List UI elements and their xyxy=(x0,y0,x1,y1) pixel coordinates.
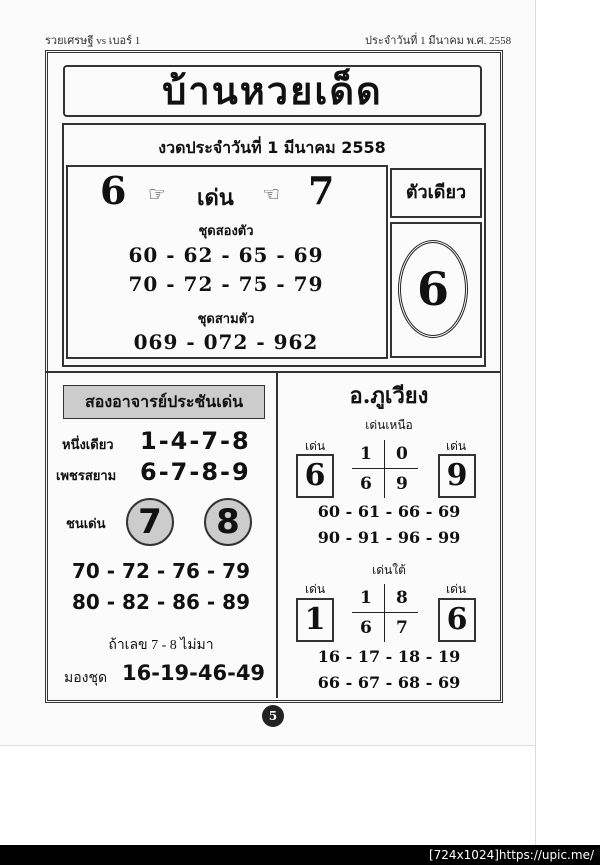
grid-line-v xyxy=(384,584,385,642)
divider-horizontal xyxy=(45,371,500,373)
side-label: เด่น xyxy=(305,439,326,453)
south-right-digit: 6 xyxy=(438,598,476,642)
grid-line-h xyxy=(352,468,418,469)
three-digit-row: 069 - 072 - 962 xyxy=(133,330,319,354)
north-row: 90 - 91 - 96 - 99 xyxy=(317,528,461,547)
side-label: เด่น xyxy=(305,582,326,596)
three-digit-label: ชุดสามตัว xyxy=(197,312,255,327)
pair-row: 80 - 82 - 86 - 89 xyxy=(71,590,250,614)
grid-digit: 7 xyxy=(396,618,408,638)
pointing-right-icon: ☞ xyxy=(148,182,166,206)
two-digit-row: 60 - 62 - 65 - 69 xyxy=(128,243,324,267)
scan-bottom xyxy=(0,745,535,846)
single-digit: 6 xyxy=(398,240,468,338)
right-panel-title: อ.ภูเวียง xyxy=(349,383,429,409)
two-digit-row: 70 - 72 - 75 - 79 xyxy=(128,272,324,296)
page-number: 5 xyxy=(262,705,284,727)
chon-digit: 8 xyxy=(204,498,252,546)
footer-bar xyxy=(0,845,600,865)
pointing-left-icon: ☞ xyxy=(262,182,280,206)
mong-label: มองชุด xyxy=(64,671,108,686)
grid-digit: 8 xyxy=(396,588,408,608)
grid-digit: 1 xyxy=(360,444,372,464)
grid-digit: 1 xyxy=(360,588,372,608)
grid-digit: 9 xyxy=(396,474,408,494)
row-value: 1-4-7-8 xyxy=(140,427,251,455)
header-right: ประจำวันที่ 1 มีนาคม พ.ศ. 2558 xyxy=(365,35,512,47)
scan-margin xyxy=(535,0,600,845)
grid-digit: 6 xyxy=(360,618,372,638)
north-row: 60 - 61 - 66 - 69 xyxy=(317,502,461,521)
grid-line-v xyxy=(384,440,385,498)
south-left-digit: 1 xyxy=(296,598,334,642)
south-label: เด่นใต้ xyxy=(372,563,406,577)
left-panel-title: สองอาจารย์ประชันเด่น xyxy=(63,385,265,419)
single-label: ตัวเดียว xyxy=(390,168,482,218)
grid-digit: 6 xyxy=(360,474,372,494)
page-title: บ้านหวยเด็ด xyxy=(63,65,482,117)
den-label: เด่น xyxy=(197,186,234,211)
row-label: เพชรสยาม xyxy=(56,469,117,484)
grid-line-h xyxy=(352,612,418,613)
north-label: เด่นเหนือ xyxy=(365,418,413,432)
row-value: 6-7-8-9 xyxy=(140,458,251,486)
row-label: หนึ่งเดียว xyxy=(62,438,114,453)
south-row: 66 - 67 - 68 - 69 xyxy=(317,673,461,692)
south-row: 16 - 17 - 18 - 19 xyxy=(317,647,461,666)
note: ถ้าเลข 7 - 8 ไม่มา xyxy=(108,638,214,653)
pair-row: 70 - 72 - 76 - 79 xyxy=(71,559,250,583)
divider-vertical xyxy=(276,372,278,698)
left-digit: 6 xyxy=(100,168,127,213)
side-label: เด่น xyxy=(446,582,467,596)
chon-digit: 7 xyxy=(126,498,174,546)
two-digit-label: ชุดสองตัว xyxy=(198,224,254,239)
draw-date: งวดประจำวันที่ 1 มีนาคม 2558 xyxy=(158,138,386,157)
chon-label: ชนเด่น xyxy=(66,517,106,532)
north-left-digit: 6 xyxy=(296,454,334,498)
north-right-digit: 9 xyxy=(438,454,476,498)
right-digit: 7 xyxy=(308,168,335,213)
grid-digit: 0 xyxy=(396,444,408,464)
header-left: รวยเศรษฐี vs เบอร์ 1 xyxy=(45,35,141,47)
footer-text: [724x1024]https://upic.me/ xyxy=(428,848,594,862)
side-label: เด่น xyxy=(446,439,467,453)
mong-value: 16-19-46-49 xyxy=(122,661,266,685)
